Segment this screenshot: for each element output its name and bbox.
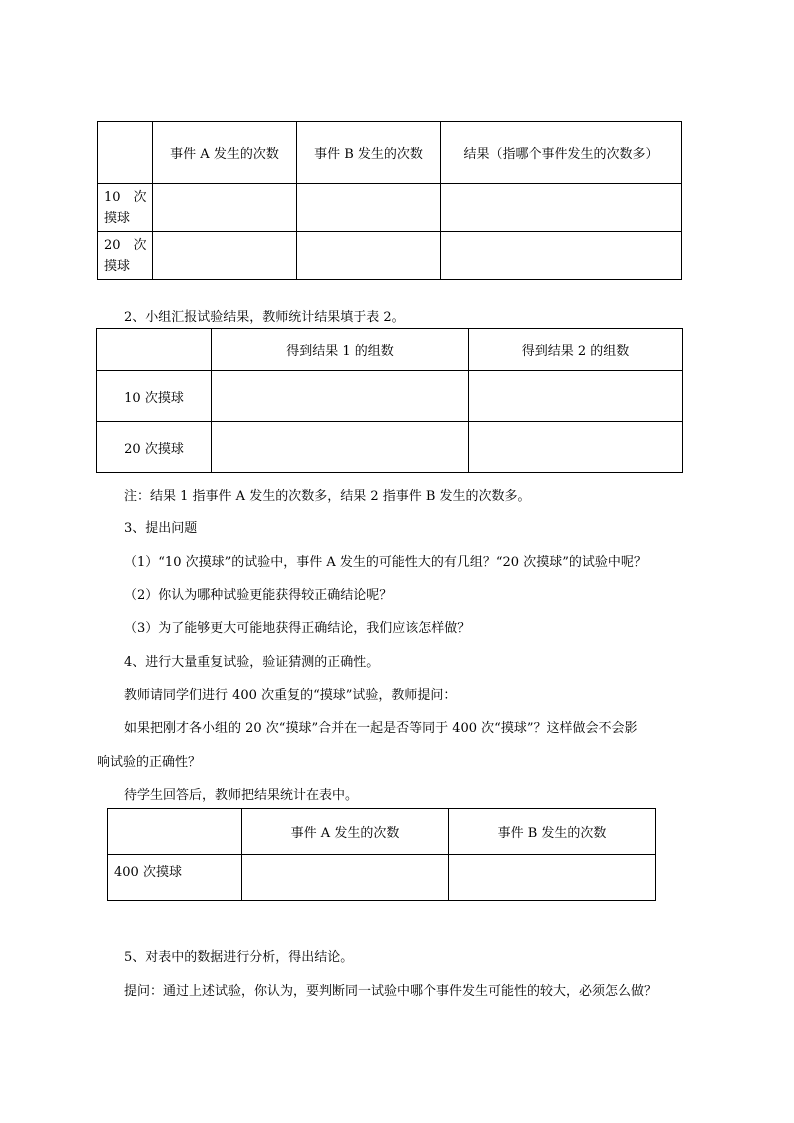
row-label-line1: 10 次: [104, 189, 147, 205]
table-1-row-label: [98, 184, 153, 232]
step3-title: 3、提出问题: [124, 521, 198, 536]
table-cell: [153, 184, 297, 232]
table-cell: [297, 184, 441, 232]
table-3-header-blank: [108, 809, 242, 855]
table-cell: [469, 371, 683, 422]
table-row: [98, 232, 682, 280]
table-row: [98, 184, 682, 232]
step4-para2-line2: 响试验的正确性？: [97, 755, 202, 770]
table-cell: [212, 422, 469, 473]
table-2-header-blank: [97, 329, 212, 371]
table-3-header-event-b: 事件 B 发生的次数: [449, 809, 656, 855]
table-cell: [242, 855, 449, 901]
question-1: （1）“10 次摸球”的试验中，事件 A 发生的可能性大的有几组？“20 次摸球”的试验中呢？: [124, 555, 647, 570]
table-1-header-event-b: 事件 B 发生的次数: [297, 122, 441, 184]
table-1-header-event-a: 事件 A 发生的次数: [153, 122, 297, 184]
table-cell: [441, 232, 682, 280]
step4-para3: 待学生回答后，教师把结果统计在表中。: [124, 788, 359, 803]
table-1-header-row: [98, 122, 682, 184]
row-label-line2: 摸球: [104, 210, 131, 226]
table-3: [107, 808, 656, 901]
table-cell: [297, 232, 441, 280]
para-step2: 2、小组汇报试验结果，教师统计结果填于表 2。: [124, 310, 405, 325]
note: 注：结果 1 指事件 A 发生的次数多，结果 2 指事件 B 发生的次数多。: [124, 489, 531, 504]
question-2: （2）你认为哪种试验更能获得较正确结论呢？: [124, 588, 393, 603]
row-label-line2: 摸球: [104, 258, 131, 274]
step4-para1: 教师请同学们进行 400 次重复的“摸球”试验，教师提问：: [124, 688, 457, 703]
table-3-row-label: 400 次摸球: [108, 855, 242, 901]
table-row: [108, 855, 656, 901]
table-3-header-event-a: 事件 A 发生的次数: [242, 809, 449, 855]
table-3-header-row: [108, 809, 656, 855]
table-2-row-label: 20 次摸球: [97, 422, 212, 473]
table-2-header-row: [97, 329, 683, 371]
question-3: （3）为了能够更大可能地获得正确结论，我们应该怎样做？: [124, 621, 471, 636]
table-row: [97, 371, 683, 422]
table-cell: [153, 232, 297, 280]
table-1-header-blank: [98, 122, 153, 184]
table-2: [96, 328, 683, 473]
table-cell: [441, 184, 682, 232]
table-2-header-result1: 得到结果 1 的组数: [212, 329, 469, 371]
step4-para2-line1: 如果把刚才各小组的 20 次“摸球”合并在一起是否等同于 400 次“摸球”？这样做会不会影: [124, 721, 638, 736]
table-cell: [212, 371, 469, 422]
table-1: [97, 121, 682, 280]
table-row: [97, 422, 683, 473]
table-2-header-result2: 得到结果 2 的组数: [469, 329, 683, 371]
table-2-row-label: 10 次摸球: [97, 371, 212, 422]
step5-para1: 提问：通过上述试验，你认为，要判断同一试验中哪个事件发生可能性的较大，必须怎么做？: [124, 984, 658, 999]
table-1-row-label: [98, 232, 153, 280]
table-1-header-result: 结果（指哪个事件发生的次数多）: [441, 122, 682, 184]
row-label-line1: 20 次: [104, 237, 147, 253]
table-cell: [469, 422, 683, 473]
step5-title: 5、对表中的数据进行分析，得出结论。: [124, 950, 354, 965]
step4-title: 4、进行大量重复试验，验证猜测的正确性。: [124, 655, 380, 670]
table-cell: [449, 855, 656, 901]
